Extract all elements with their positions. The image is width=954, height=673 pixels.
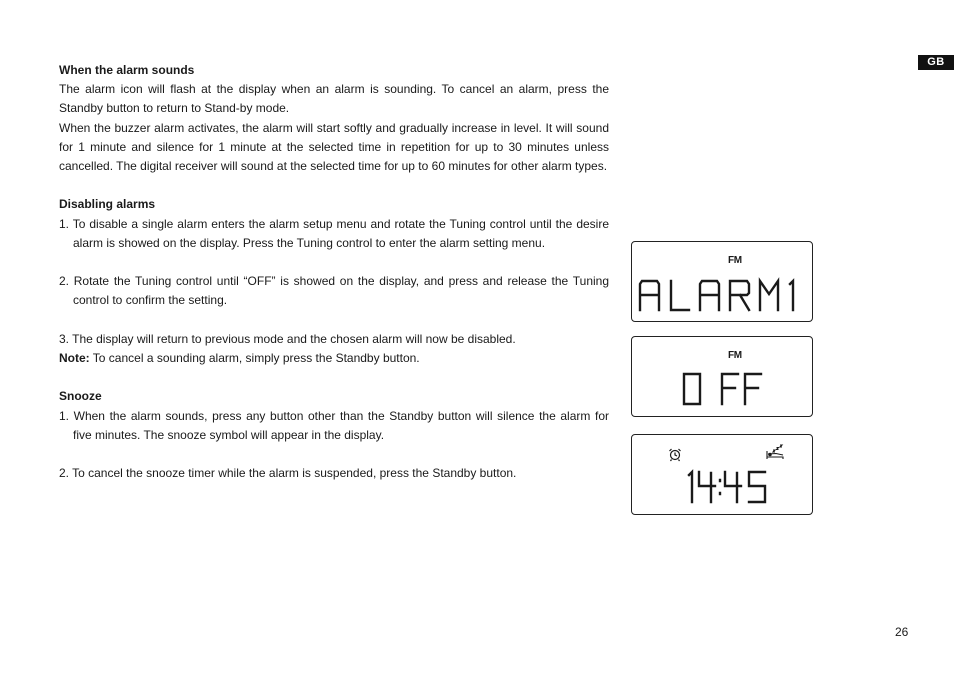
language-tab: GB [918, 55, 954, 70]
spacer [59, 368, 609, 387]
lcd-display-off [631, 336, 813, 417]
lcd-text-alarm-1 [632, 242, 812, 321]
disable-step-3: 3. The display will return to previous mode and the chosen alarm will now be disabled. [59, 331, 516, 346]
paragraph-buzzer: When the buzzer alarm activates, the alarm will start softly and gradually increase in level. It will sound for 1 minute and silence for 1 minute at the selected time in repetition for up to 30 minutes unless cancelled. The digital receiver will sound at the selected time for up to 60 minutes for other alarm types. [59, 120, 609, 174]
lcd-clock-readout [632, 435, 812, 514]
lcd-display-clock [631, 434, 813, 515]
lcd-text-off [632, 337, 812, 416]
lcd-display-alarm [631, 241, 813, 322]
band-label: FM [728, 255, 742, 266]
disable-step-1: 1. To disable a single alarm enters the alarm setup menu and rotate the Tuning control until the desire alarm is showed on the display. Press the Tuning control to enter the alarm setting menu. [59, 216, 609, 250]
snooze-icon [767, 445, 783, 459]
snooze-step-2: 2. To cancel the snooze timer while the alarm is suspended, press the Standby button. [59, 466, 517, 481]
spacer [59, 176, 609, 195]
spacer [59, 311, 609, 330]
manual-text [59, 61, 609, 483]
heading-snooze: Snooze [59, 389, 102, 404]
band-label: FM [728, 350, 742, 361]
heading-disabling-alarms: Disabling alarms [59, 197, 156, 212]
paragraph-alarm-icon: The alarm icon will flash at the display when an alarm is sounding. To cancel an alarm, press the Standby button to return to Stand-by mode. [59, 82, 609, 116]
note-label: Note: [59, 351, 90, 365]
note-text: To cancel a sounding alarm, simply press the Standby button. [89, 351, 420, 365]
disable-step-2: 2. Rotate the Tuning control until “OFF” is showed on the display, and press and release the Tuning control to confirm the setting. [59, 274, 609, 308]
snooze-step-1: 1. When the alarm sounds, press any button other than the Standby button will silence the alarm for five minutes. The snooze symbol will appear in the display. [59, 408, 609, 442]
spacer [59, 445, 609, 464]
heading-alarm-sounds: When the alarm sounds [59, 63, 195, 77]
page-number: 26 [895, 625, 909, 639]
alarm-clock-icon [670, 449, 681, 461]
note [59, 349, 609, 368]
spacer [59, 253, 609, 272]
